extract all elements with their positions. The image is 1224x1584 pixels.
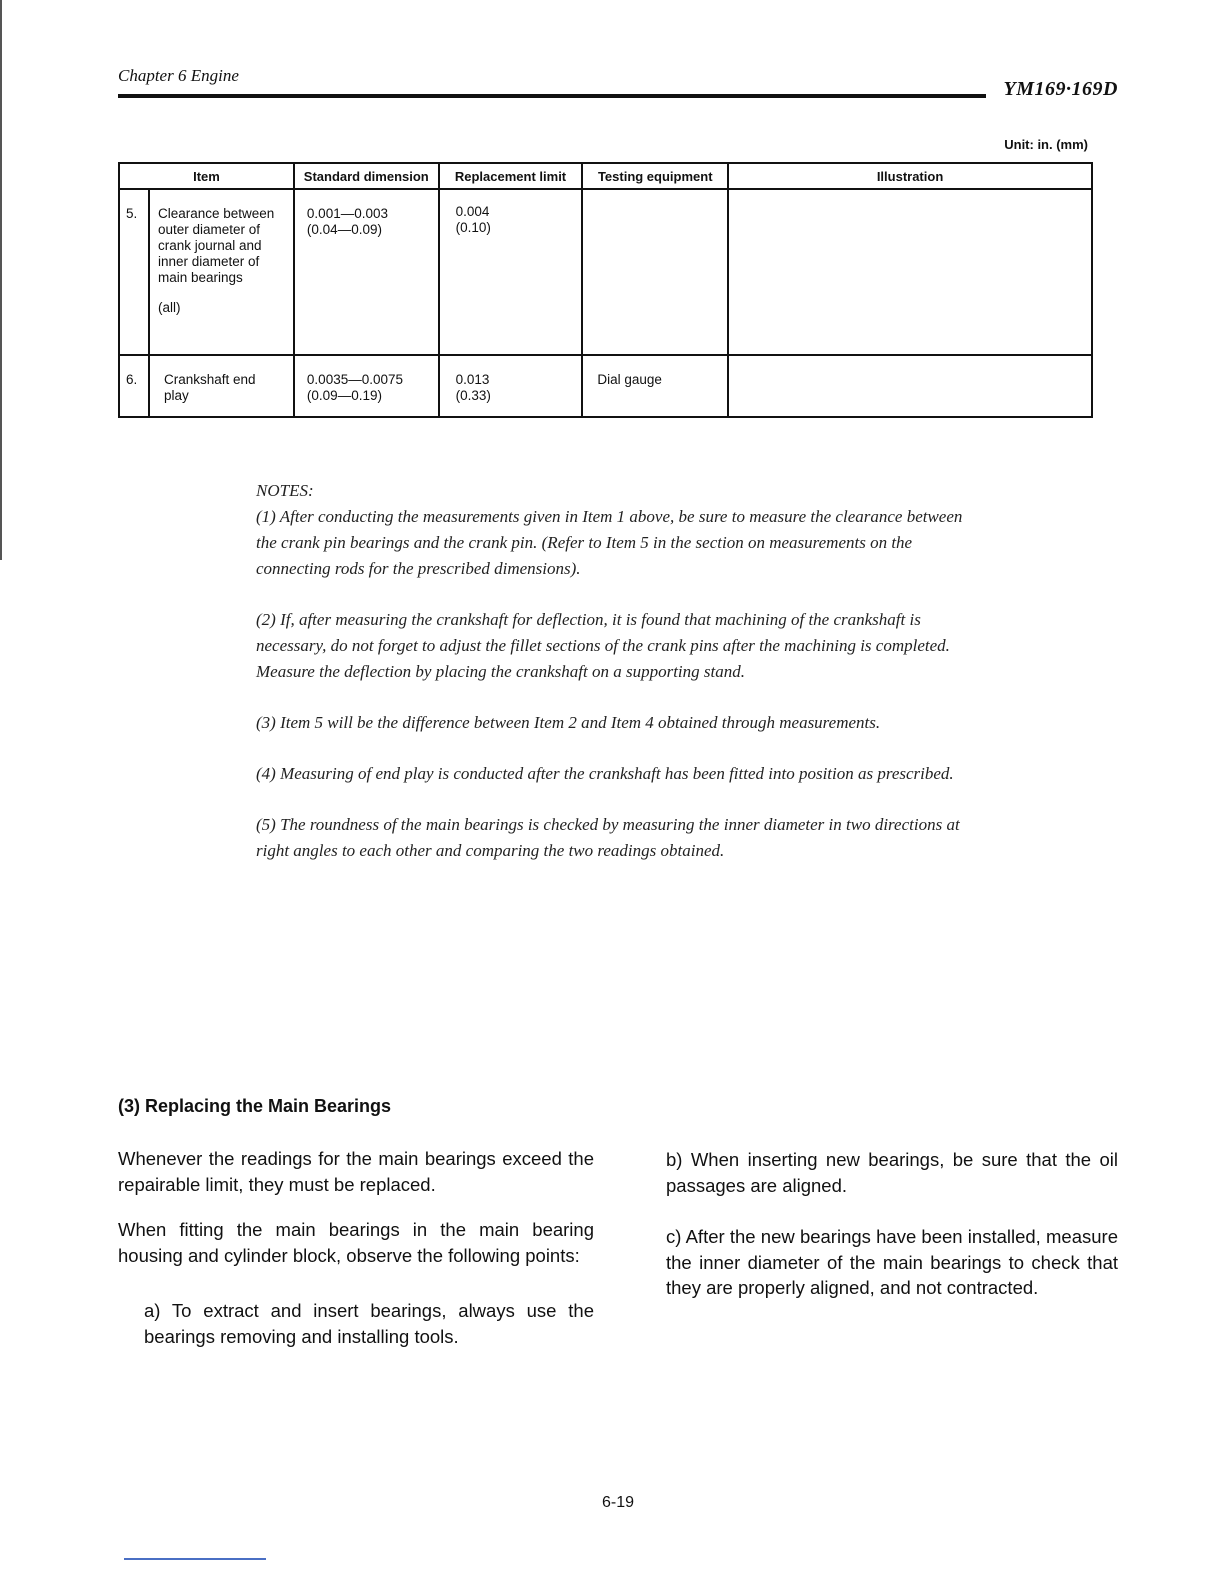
row-item-text: Clearance between outer diameter of crank journal and inner diameter of main bearings <box>157 206 275 285</box>
page-number: 6-19 <box>602 1494 635 1511</box>
row-illustration <box>728 189 1092 355</box>
notes-block <box>256 478 964 889</box>
left-column <box>118 1146 594 1369</box>
header-item: Item <box>119 163 294 189</box>
step-c: c) After the new bearings have been installed, measure the inner diameter of the main bearings to check that they are properly aligned, and not contracted. <box>666 1226 1118 1298</box>
row-equipment <box>582 189 728 355</box>
chapter-header: Chapter 6 Engine <box>118 66 239 85</box>
scan-edge-line <box>0 0 2 560</box>
note-1: (1) After conducting the measurements given in Item 1 above, be sure to measure the clearance between the crank pin bearings and the crank pin. (Refer to Item 5 in the section on measurements on the connecting rods for the prescribed dimensions). <box>256 507 963 578</box>
right-column <box>666 1147 1118 1321</box>
row-standard: 0.0035—0.0075 (0.09—0.19) <box>294 355 439 417</box>
section-title: (3) Replacing the Main Bearings <box>118 1096 392 1116</box>
unit-label: Unit: in. (mm) <box>1004 137 1088 152</box>
header-rule <box>118 94 986 98</box>
note-3: (3) Item 5 will be the difference between Item 2 and Item 4 obtained through measurements. <box>256 713 881 732</box>
step-a: a) To extract and insert bearings, always use the bearings removing and installing tools. <box>144 1300 594 1347</box>
header-equipment: Testing equipment <box>582 163 728 189</box>
table-row <box>119 355 1092 417</box>
model-header: YM169·169D <box>1003 78 1118 100</box>
header-illustration: Illustration <box>728 163 1092 189</box>
left-paragraph-2: When fitting the main bearings in the main bearing housing and cylinder block, observe the following points: <box>118 1219 594 1266</box>
row-item-note: (all) <box>157 300 181 315</box>
step-b: b) When inserting new bearings, be sure that the oil passages are aligned. <box>666 1149 1118 1196</box>
row-standard: 0.001—0.003 (0.04—0.09) <box>294 189 439 355</box>
row-item-text: Crankshaft end play <box>163 372 256 403</box>
notes-title: NOTES: <box>256 481 314 500</box>
row-limit: 0.013 (0.33) <box>439 355 583 417</box>
row-illustration <box>728 355 1092 417</box>
note-5: (5) The roundness of the main bearings is checked by measuring the inner diameter in two directions at right angles to each other and comparing the two readings obtained. <box>256 815 960 860</box>
header-limit: Replacement limit <box>439 163 583 189</box>
row-item <box>149 355 294 417</box>
table-header-row <box>119 163 1092 189</box>
row-item <box>149 189 294 355</box>
spec-table <box>118 162 1093 418</box>
row-number: 6. <box>119 355 149 417</box>
note-2: (2) If, after measuring the crankshaft for deflection, it is found that machining of the crankshaft is necessary, do not forget to adjust the fillet sections of the crank pins after the machining is completed. Measure the deflection by placing the crankshaft on a supporting stand. <box>256 610 950 681</box>
row-limit: 0.004 (0.10) <box>439 189 583 355</box>
left-paragraph-1: Whenever the readings for the main bearings exceed the repairable limit, they must be replaced. <box>118 1148 594 1195</box>
header-standard: Standard dimension <box>294 163 439 189</box>
row-equipment: Dial gauge <box>582 355 728 417</box>
footer-line <box>124 1558 266 1560</box>
note-4: (4) Measuring of end play is conducted after the crankshaft has been fitted into position as prescribed. <box>256 764 954 783</box>
row-number: 5. <box>119 189 149 355</box>
table-row <box>119 189 1092 355</box>
